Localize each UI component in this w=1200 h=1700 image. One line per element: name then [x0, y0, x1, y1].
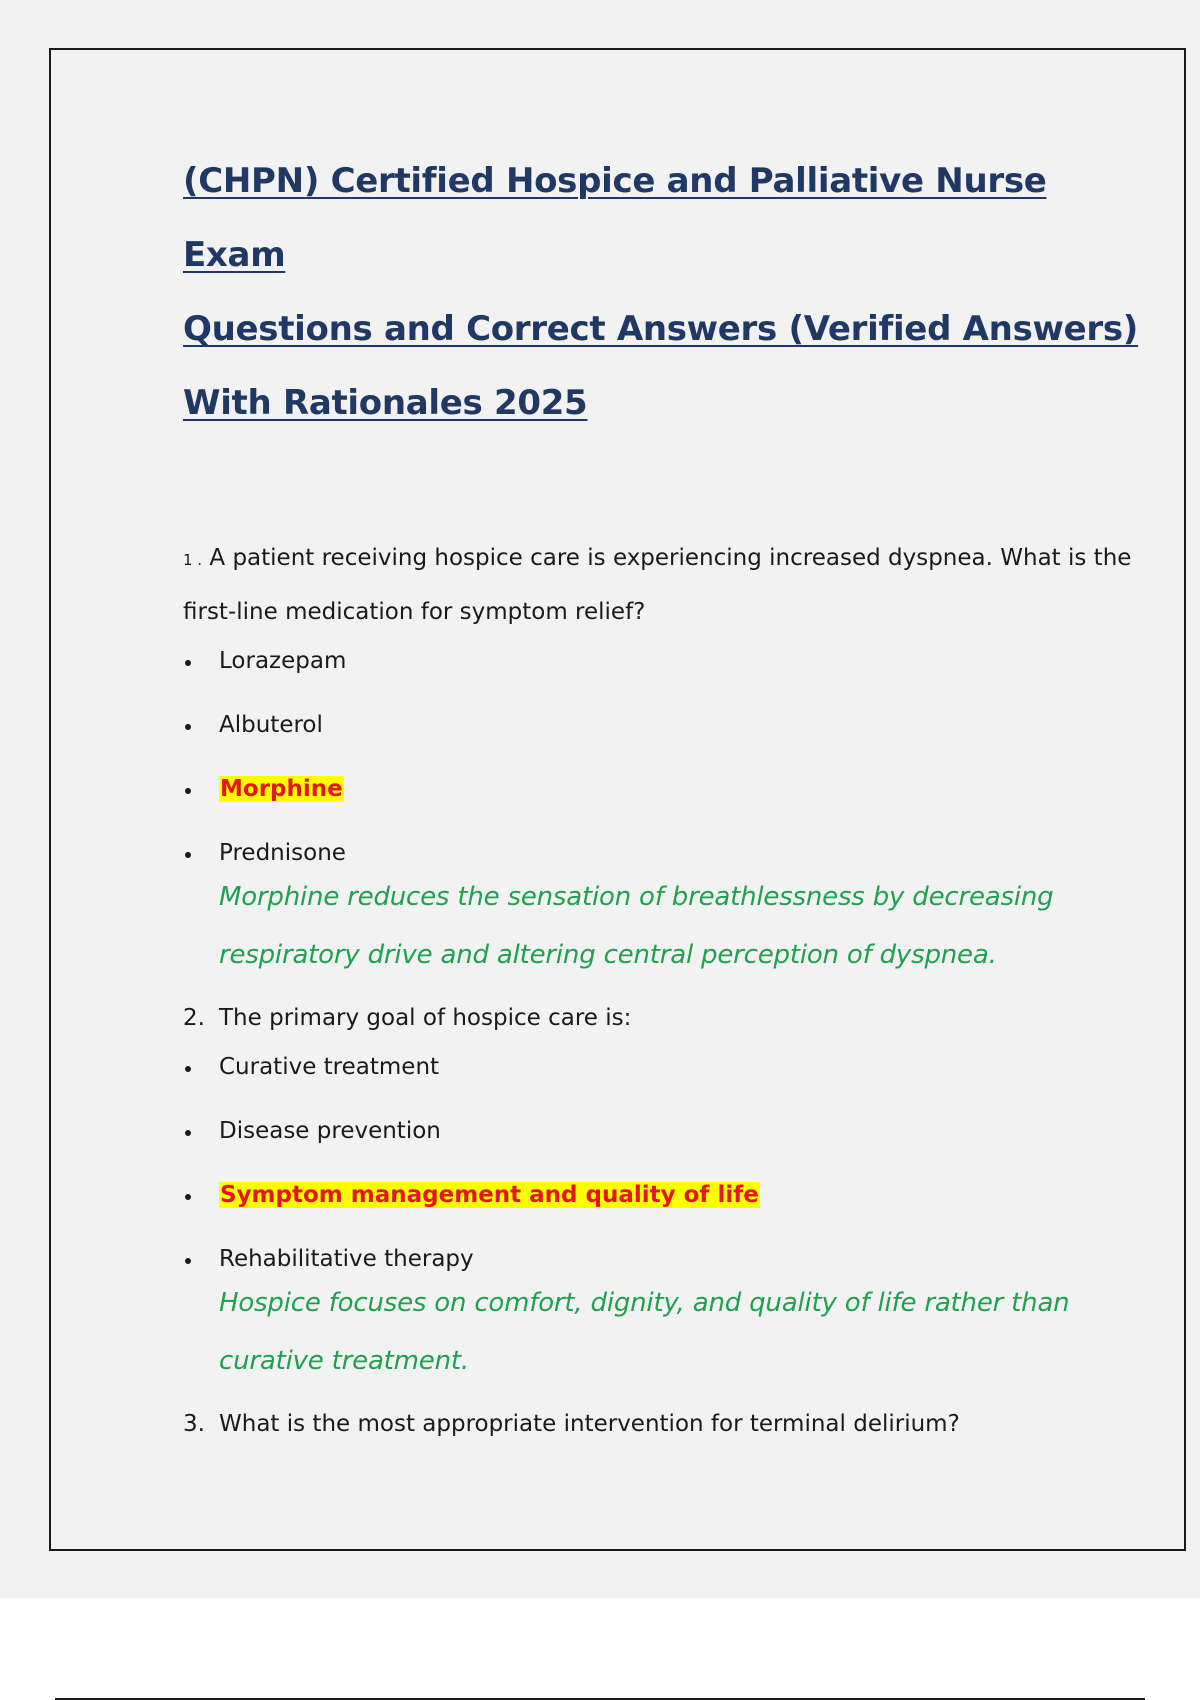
question-2-rationale: Hospice focuses on comfort, dignity, and quality of life rather than curative treatment.: [219, 1288, 1070, 1376]
option-item: [183, 1052, 1143, 1082]
option-label: Albuterol: [219, 712, 323, 738]
option-label: Curative treatment: [219, 1054, 440, 1080]
question-2-stem: The primary goal of hospice care is:: [219, 1005, 632, 1031]
option-item: [183, 838, 1143, 868]
question-3: [183, 1398, 1143, 1450]
question-2: [183, 992, 1143, 1390]
option-item: [183, 1244, 1143, 1274]
question-1-options: [183, 646, 1143, 868]
document-page: [49, 48, 1186, 1551]
question-2-text: [183, 992, 1143, 1044]
question-1-rationale: Morphine reduces the sensation of breathlessness by decreasing respiratory drive and altering central perception of dyspnea.: [219, 882, 1054, 970]
option-label: Prednisone: [219, 840, 346, 866]
option-item: [183, 1116, 1143, 1146]
question-3-text: [183, 1398, 1143, 1450]
correct-answer-highlight: Morphine: [220, 776, 343, 802]
correct-answer-highlight: Symptom management and quality of life: [220, 1182, 759, 1208]
page-content: [183, 144, 1143, 1450]
option-item: [183, 710, 1143, 740]
title-line-1: (CHPN) Certified Hospice and Palliative Nurse Exam: [183, 161, 1047, 275]
document-title: [183, 144, 1143, 440]
option-label: Disease prevention: [219, 1118, 441, 1144]
option-label: Rehabilitative therapy: [219, 1246, 474, 1272]
question-3-stem: What is the most appropriate intervention for terminal delirium?: [219, 1411, 960, 1437]
question-1-text: [183, 532, 1143, 638]
question-1: [183, 532, 1143, 984]
question-list: [183, 532, 1143, 1450]
title-line-2: Questions and Correct Answers (Verified Answers): [183, 309, 1139, 349]
question-1-number: 1 .: [183, 551, 203, 569]
option-item-correct: [183, 1180, 1143, 1210]
option-label: Lorazepam: [219, 648, 347, 674]
question-2-number: 2.: [183, 1005, 205, 1031]
next-page-area: [0, 1598, 1200, 1700]
question-3-number: 3.: [183, 1411, 205, 1437]
question-2-options: [183, 1052, 1143, 1274]
option-item: [183, 646, 1143, 676]
title-line-3: With Rationales 2025: [183, 383, 588, 423]
option-item-correct: [183, 774, 1143, 804]
question-1-stem: A patient receiving hospice care is experiencing increased dyspnea. What is the first-line medication for symptom relief?: [183, 545, 1132, 625]
